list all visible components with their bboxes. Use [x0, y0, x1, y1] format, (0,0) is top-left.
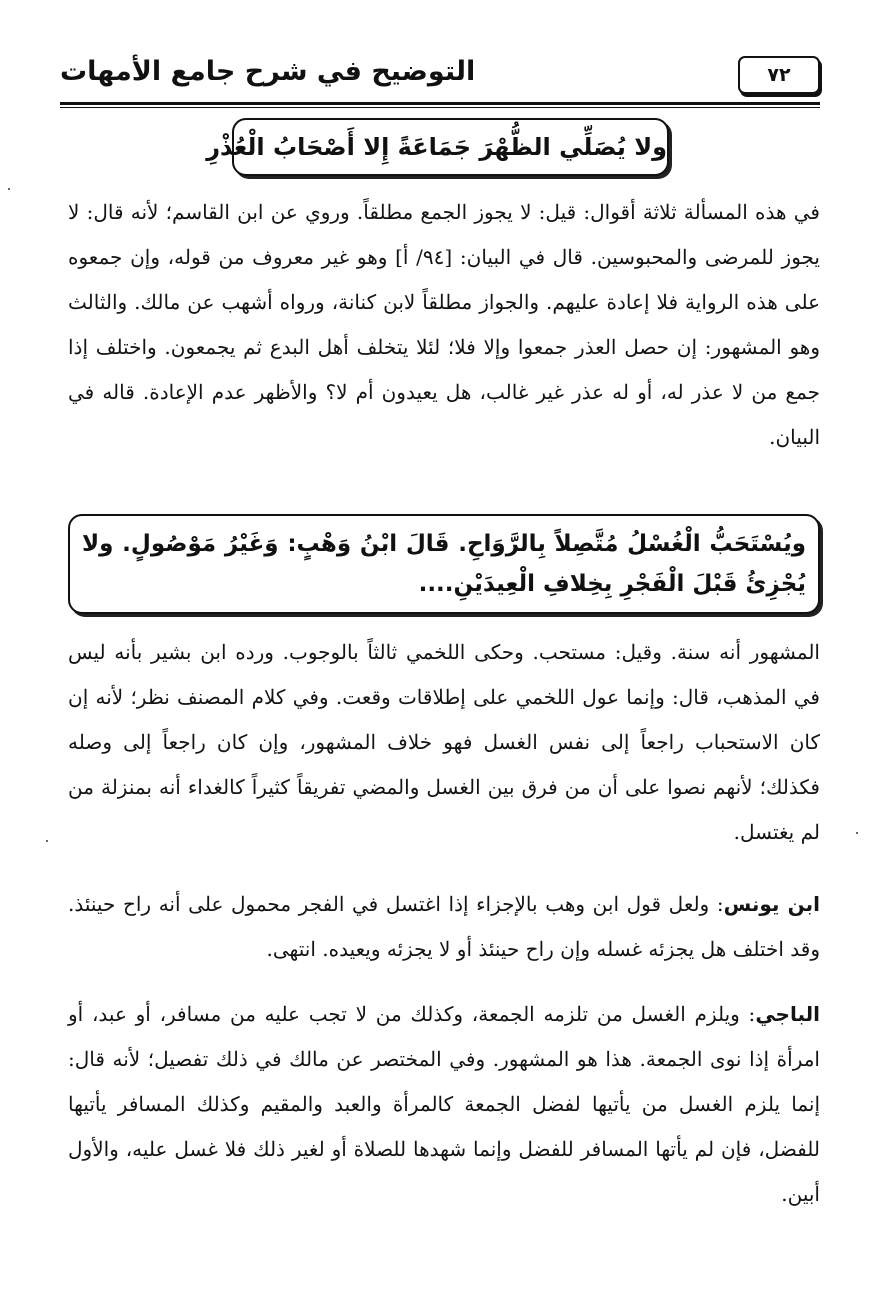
matn-text-2: ويُسْتَحَبُّ الْغُسْلُ مُتَّصِلاً بِالرَّوَاحِ. قَالَ ابْنُ وَهْبٍ: وَغَيْرُ مَوْصُولٍ. ولا يُجْزِئُ قَبْلَ الْفَجْرِ بِخِلافِ الْعِيدَيْنِ....: [82, 531, 806, 597]
paragraph-lead: الباجي: [755, 1002, 820, 1026]
paragraph-text: في هذه المسألة ثلاثة أقوال: قيل: لا يجوز الجمع مطلقاً. وروي عن ابن القاسم؛ لأنه قال: لا يجوز للمرضى والمحبوسين. قال في البيان: [٩٤/ أ] وهو غير معروف من قوله، وإن جمعوه على هذه الرواية فلا إعادة عليهم. والجواز مطلقاً لابن كنانة، ورواه أشهب عن مالك. والثالث وهو المشهور: إن حصل العذر جمعوا وإلا فلا؛ لئلا يتخلف أهل البدع ثم يجمعون. واختلف إذا جمع من لا عذر له، أو له عذر غير غالب، هل يعيدون أم لا؟ والأظهر عدم الإعادة. قاله في البيان.: [68, 200, 821, 449]
matn-box-2: [68, 514, 820, 614]
paragraph-text: المشهور أنه سنة. وقيل: مستحب. وحكى اللخمي ثالثاً بالوجوب. ورده ابن بشير بأنه ليس في المذهب، قال: وإنما عول اللخمي على إطلاقات وقعت. وفي كلام المصنف نظر؛ لأنه إن كان الاستحباب راجعاً إلى نفس الغسل فهو خلاف المشهور، وإن كان راجعاً إلى وصله فكذلك؛ لأنهم نصوا على أن من فرق بين الغسل والمضي تفريقاً كثيراً كالغداء أنه بمنزلة من لم يغتسل.: [68, 640, 820, 844]
paragraph-text: : ويلزم الغسل من تلزمه الجمعة، وكذلك من لا تجب عليه من مسافر، أو عبد، أو امرأة إذا نوى الجمعة. هذا هو المشهور. وفي المختصر عن مالك في ذلك تفصيل؛ لأنه قال: إنما يلزم الغسل من يأتيها لفضل الجمعة كالمرأة والعبد والمقيم وكذلك المسافر يأتيها للفضل، فإن لم يأتها المسافر للفضل وإنما شهدها للصلاة أو لغير ذلك فلا غسل عليه، والأول أبين.: [68, 1002, 820, 1206]
header-rule: [60, 102, 820, 105]
commentary-paragraph-4: [68, 992, 820, 1217]
header-rule-thin: [60, 107, 820, 108]
page-number: ٧٢: [738, 56, 820, 94]
paragraph-lead: ابن يونس: [723, 892, 820, 916]
matn-box-1: [206, 118, 669, 176]
scan-speck: [856, 832, 858, 834]
scan-speck: [8, 188, 10, 190]
commentary-paragraph-1: [68, 190, 820, 460]
commentary-paragraph-2: [68, 630, 820, 855]
scan-speck: [46, 840, 48, 842]
book-title: التوضيح في شرح جامع الأمهات: [60, 56, 476, 87]
paragraph-text: : ولعل قول ابن وهب بالإجزاء إذا اغتسل في الفجر محمول على أنه راح حينئذ. وقد اختلف هل يجزئه غسله وإن راح حينئذ أو لا يجزئه ويعيده. انتهى.: [68, 892, 820, 961]
matn-text-1: ولا يُصَلِّي الظُّهْرَ جَمَاعَةً إِلا أَصْحَابُ الْعُذْرِ: [206, 133, 667, 161]
commentary-paragraph-3: [68, 882, 820, 972]
running-header: [60, 48, 820, 98]
